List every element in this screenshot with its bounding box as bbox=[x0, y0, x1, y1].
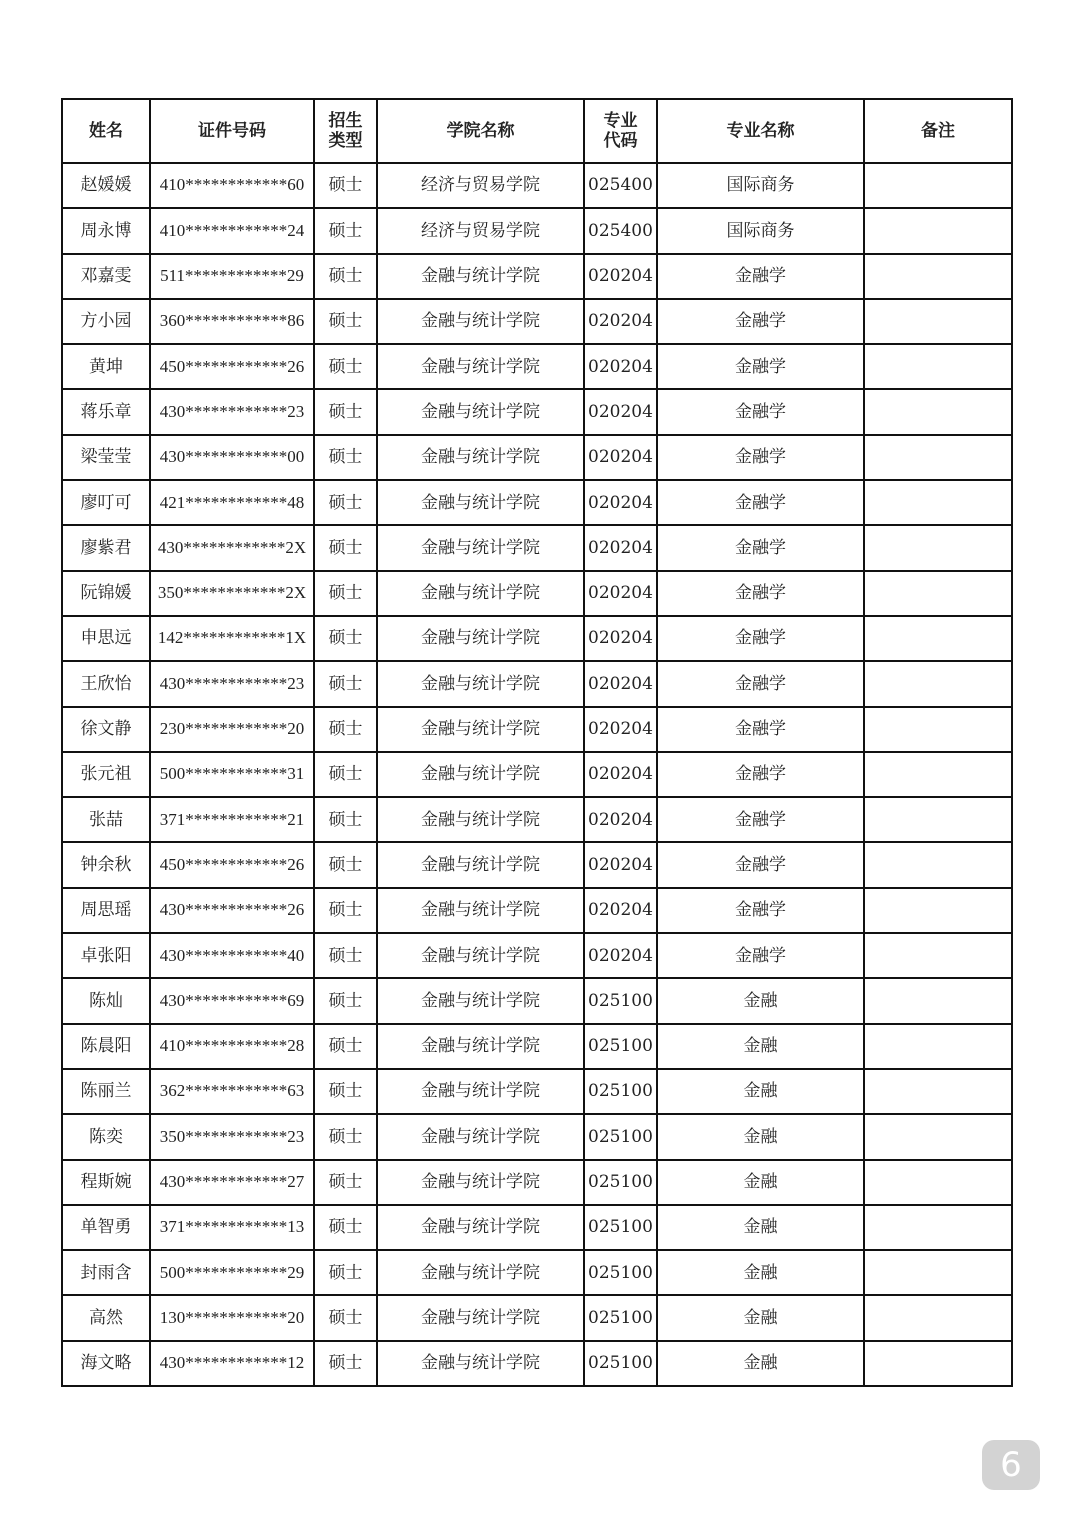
admission-type-cell: 硕士 bbox=[314, 752, 377, 797]
college-name-cell: 金融与统计学院 bbox=[377, 1160, 584, 1205]
major-code-cell: 020204 bbox=[584, 933, 657, 978]
remarks-cell bbox=[864, 1114, 1012, 1159]
name-cell: 阮锦媛 bbox=[62, 571, 150, 616]
admission-type-cell: 硕士 bbox=[314, 1250, 377, 1295]
major-code-cell: 020204 bbox=[584, 661, 657, 706]
major-code-cell: 020204 bbox=[584, 254, 657, 299]
major-code-cell: 020204 bbox=[584, 797, 657, 842]
name-cell: 陈奕 bbox=[62, 1114, 150, 1159]
remarks-cell bbox=[864, 208, 1012, 253]
table-row bbox=[62, 389, 1012, 434]
college-name-cell: 金融与统计学院 bbox=[377, 254, 584, 299]
major-name-cell: 国际商务 bbox=[657, 163, 864, 208]
table-row bbox=[62, 888, 1012, 933]
remarks-cell bbox=[864, 435, 1012, 480]
major-name-cell: 金融学 bbox=[657, 344, 864, 389]
major-code-cell: 020204 bbox=[584, 299, 657, 344]
major-name-cell: 国际商务 bbox=[657, 208, 864, 253]
table-row bbox=[62, 480, 1012, 525]
college-name-cell: 经济与贸易学院 bbox=[377, 163, 584, 208]
id-number-cell: 430************26 bbox=[150, 888, 314, 933]
major-code-cell: 020204 bbox=[584, 480, 657, 525]
admission-type-cell: 硕士 bbox=[314, 842, 377, 887]
major-name-cell: 金融 bbox=[657, 1114, 864, 1159]
remarks-cell bbox=[864, 842, 1012, 887]
major-name-cell: 金融学 bbox=[657, 661, 864, 706]
remarks-cell bbox=[864, 1024, 1012, 1069]
admission-type-cell: 硕士 bbox=[314, 1295, 377, 1340]
admission-type-cell: 硕士 bbox=[314, 254, 377, 299]
id-number-cell: 430************69 bbox=[150, 978, 314, 1023]
table-row bbox=[62, 571, 1012, 616]
table-row bbox=[62, 933, 1012, 978]
remarks-cell bbox=[864, 1341, 1012, 1386]
admission-type-cell: 硕士 bbox=[314, 978, 377, 1023]
admission-type-cell: 硕士 bbox=[314, 571, 377, 616]
table-row bbox=[62, 435, 1012, 480]
college-name-cell: 金融与统计学院 bbox=[377, 933, 584, 978]
admission-type-cell: 硕士 bbox=[314, 1160, 377, 1205]
admission-type-cell: 硕士 bbox=[314, 1341, 377, 1386]
major-name-cell: 金融学 bbox=[657, 435, 864, 480]
major-code-cell: 020204 bbox=[584, 344, 657, 389]
college-name-cell: 金融与统计学院 bbox=[377, 525, 584, 570]
remarks-cell bbox=[864, 1250, 1012, 1295]
major-code-cell: 020204 bbox=[584, 752, 657, 797]
major-name-cell: 金融学 bbox=[657, 389, 864, 434]
college-name-cell: 金融与统计学院 bbox=[377, 1069, 584, 1114]
name-cell: 高然 bbox=[62, 1295, 150, 1340]
table-row bbox=[62, 208, 1012, 253]
major-name-cell: 金融 bbox=[657, 1341, 864, 1386]
name-cell: 卓张阳 bbox=[62, 933, 150, 978]
page-number-badge: 6 bbox=[982, 1440, 1040, 1490]
table-row bbox=[62, 254, 1012, 299]
major-code-cell: 020204 bbox=[584, 707, 657, 752]
college-name-cell: 金融与统计学院 bbox=[377, 752, 584, 797]
remarks-cell bbox=[864, 933, 1012, 978]
major-code-cell: 025100 bbox=[584, 1114, 657, 1159]
major-name-cell: 金融 bbox=[657, 978, 864, 1023]
table-row bbox=[62, 1205, 1012, 1250]
major-code-cell: 025100 bbox=[584, 1069, 657, 1114]
table-row bbox=[62, 661, 1012, 706]
major-code-cell: 020204 bbox=[584, 616, 657, 661]
college-name-cell: 金融与统计学院 bbox=[377, 797, 584, 842]
admission-type-cell: 硕士 bbox=[314, 933, 377, 978]
name-cell: 方小园 bbox=[62, 299, 150, 344]
table-row bbox=[62, 1114, 1012, 1159]
table-row bbox=[62, 707, 1012, 752]
table-row bbox=[62, 1341, 1012, 1386]
remarks-cell bbox=[864, 1160, 1012, 1205]
admission-type-cell: 硕士 bbox=[314, 480, 377, 525]
id-number-cell: 230************20 bbox=[150, 707, 314, 752]
id-number-cell: 360************86 bbox=[150, 299, 314, 344]
admission-type-cell: 硕士 bbox=[314, 1024, 377, 1069]
id-number-cell: 430************27 bbox=[150, 1160, 314, 1205]
remarks-cell bbox=[864, 525, 1012, 570]
college-name-cell: 金融与统计学院 bbox=[377, 888, 584, 933]
major-name-cell: 金融学 bbox=[657, 571, 864, 616]
name-cell: 梁莹莹 bbox=[62, 435, 150, 480]
name-cell: 张元祖 bbox=[62, 752, 150, 797]
name-cell: 周永博 bbox=[62, 208, 150, 253]
major-name-cell: 金融学 bbox=[657, 797, 864, 842]
college-name-cell: 金融与统计学院 bbox=[377, 480, 584, 525]
remarks-cell bbox=[864, 299, 1012, 344]
major-code-cell: 020204 bbox=[584, 571, 657, 616]
id-number-cell: 421************48 bbox=[150, 480, 314, 525]
id-number-cell: 450************26 bbox=[150, 842, 314, 887]
table-row bbox=[62, 978, 1012, 1023]
id-number-cell: 410************60 bbox=[150, 163, 314, 208]
id-number-cell: 500************31 bbox=[150, 752, 314, 797]
college-name-cell: 金融与统计学院 bbox=[377, 978, 584, 1023]
id-number-cell: 410************28 bbox=[150, 1024, 314, 1069]
major-code-cell: 025100 bbox=[584, 1250, 657, 1295]
id-number-cell: 450************26 bbox=[150, 344, 314, 389]
college-name-cell: 经济与贸易学院 bbox=[377, 208, 584, 253]
admission-type-cell: 硕士 bbox=[314, 344, 377, 389]
admission-type-cell: 硕士 bbox=[314, 435, 377, 480]
major-name-cell: 金融学 bbox=[657, 752, 864, 797]
major-name-cell: 金融学 bbox=[657, 888, 864, 933]
table-row bbox=[62, 299, 1012, 344]
table-row bbox=[62, 1024, 1012, 1069]
remarks-cell bbox=[864, 797, 1012, 842]
college-name-cell: 金融与统计学院 bbox=[377, 661, 584, 706]
remarks-cell bbox=[864, 163, 1012, 208]
name-cell: 申思远 bbox=[62, 616, 150, 661]
major-name-cell: 金融学 bbox=[657, 299, 864, 344]
major-name-cell: 金融 bbox=[657, 1205, 864, 1250]
admission-type-cell: 硕士 bbox=[314, 707, 377, 752]
college-name-cell: 金融与统计学院 bbox=[377, 842, 584, 887]
remarks-cell bbox=[864, 344, 1012, 389]
major-code-cell: 020204 bbox=[584, 842, 657, 887]
id-number-cell: 142************1X bbox=[150, 616, 314, 661]
id-number-cell: 430************00 bbox=[150, 435, 314, 480]
name-cell: 封雨含 bbox=[62, 1250, 150, 1295]
college-name-cell: 金融与统计学院 bbox=[377, 1024, 584, 1069]
admission-type-cell: 硕士 bbox=[314, 888, 377, 933]
id-number-cell: 430************12 bbox=[150, 1341, 314, 1386]
id-number-cell: 430************40 bbox=[150, 933, 314, 978]
id-number-cell: 410************24 bbox=[150, 208, 314, 253]
name-cell: 张喆 bbox=[62, 797, 150, 842]
major-code-cell: 020204 bbox=[584, 435, 657, 480]
college-name-cell: 金融与统计学院 bbox=[377, 616, 584, 661]
major-code-cell: 025100 bbox=[584, 1341, 657, 1386]
major-code-cell: 025100 bbox=[584, 1024, 657, 1069]
name-cell: 黄坤 bbox=[62, 344, 150, 389]
remarks-cell bbox=[864, 389, 1012, 434]
admission-type-cell: 硕士 bbox=[314, 1069, 377, 1114]
name-cell: 陈丽兰 bbox=[62, 1069, 150, 1114]
college-name-cell: 金融与统计学院 bbox=[377, 435, 584, 480]
table-row bbox=[62, 752, 1012, 797]
name-cell: 周思瑶 bbox=[62, 888, 150, 933]
remarks-cell bbox=[864, 707, 1012, 752]
id-number-cell: 371************13 bbox=[150, 1205, 314, 1250]
name-cell: 钟余秋 bbox=[62, 842, 150, 887]
major-name-cell: 金融 bbox=[657, 1069, 864, 1114]
name-cell: 邓嘉雯 bbox=[62, 254, 150, 299]
id-number-cell: 130************20 bbox=[150, 1295, 314, 1340]
table-header-row bbox=[62, 99, 1012, 163]
header-major-code: 专业 代码 bbox=[584, 99, 657, 163]
header-admission-type: 招生 类型 bbox=[314, 99, 377, 163]
name-cell: 陈晨阳 bbox=[62, 1024, 150, 1069]
table-row bbox=[62, 797, 1012, 842]
major-name-cell: 金融学 bbox=[657, 842, 864, 887]
name-cell: 赵媛媛 bbox=[62, 163, 150, 208]
id-number-cell: 371************21 bbox=[150, 797, 314, 842]
major-code-cell: 020204 bbox=[584, 525, 657, 570]
remarks-cell bbox=[864, 254, 1012, 299]
remarks-cell bbox=[864, 1295, 1012, 1340]
id-number-cell: 350************2X bbox=[150, 571, 314, 616]
remarks-cell bbox=[864, 888, 1012, 933]
major-name-cell: 金融学 bbox=[657, 933, 864, 978]
admission-type-cell: 硕士 bbox=[314, 389, 377, 434]
major-name-cell: 金融 bbox=[657, 1160, 864, 1205]
name-cell: 程斯婉 bbox=[62, 1160, 150, 1205]
major-name-cell: 金融学 bbox=[657, 616, 864, 661]
table-body bbox=[62, 163, 1012, 1386]
major-code-cell: 025400 bbox=[584, 208, 657, 253]
id-number-cell: 362************63 bbox=[150, 1069, 314, 1114]
major-name-cell: 金融学 bbox=[657, 480, 864, 525]
major-name-cell: 金融 bbox=[657, 1295, 864, 1340]
major-code-cell: 020204 bbox=[584, 888, 657, 933]
name-cell: 陈灿 bbox=[62, 978, 150, 1023]
name-cell: 王欣怡 bbox=[62, 661, 150, 706]
remarks-cell bbox=[864, 480, 1012, 525]
major-name-cell: 金融学 bbox=[657, 707, 864, 752]
admission-type-cell: 硕士 bbox=[314, 616, 377, 661]
major-name-cell: 金融 bbox=[657, 1250, 864, 1295]
table-row bbox=[62, 1295, 1012, 1340]
id-number-cell: 430************2X bbox=[150, 525, 314, 570]
college-name-cell: 金融与统计学院 bbox=[377, 571, 584, 616]
id-number-cell: 430************23 bbox=[150, 661, 314, 706]
header-id-number: 证件号码 bbox=[150, 99, 314, 163]
remarks-cell bbox=[864, 616, 1012, 661]
table-row bbox=[62, 1160, 1012, 1205]
table-row bbox=[62, 1069, 1012, 1114]
header-major-name: 专业名称 bbox=[657, 99, 864, 163]
id-number-cell: 511************29 bbox=[150, 254, 314, 299]
major-name-cell: 金融 bbox=[657, 1024, 864, 1069]
admission-type-cell: 硕士 bbox=[314, 661, 377, 706]
college-name-cell: 金融与统计学院 bbox=[377, 299, 584, 344]
major-code-cell: 025100 bbox=[584, 978, 657, 1023]
table-row bbox=[62, 525, 1012, 570]
remarks-cell bbox=[864, 661, 1012, 706]
remarks-cell bbox=[864, 1205, 1012, 1250]
name-cell: 徐文静 bbox=[62, 707, 150, 752]
admission-type-cell: 硕士 bbox=[314, 797, 377, 842]
id-number-cell: 430************23 bbox=[150, 389, 314, 434]
major-code-cell: 025100 bbox=[584, 1295, 657, 1340]
remarks-cell bbox=[864, 571, 1012, 616]
college-name-cell: 金融与统计学院 bbox=[377, 707, 584, 752]
admission-roster-table bbox=[61, 98, 1013, 1387]
table-row bbox=[62, 1250, 1012, 1295]
table-row bbox=[62, 616, 1012, 661]
admission-type-cell: 硕士 bbox=[314, 1114, 377, 1159]
major-code-cell: 025100 bbox=[584, 1160, 657, 1205]
name-cell: 海文略 bbox=[62, 1341, 150, 1386]
major-code-cell: 025400 bbox=[584, 163, 657, 208]
college-name-cell: 金融与统计学院 bbox=[377, 344, 584, 389]
header-remarks: 备注 bbox=[864, 99, 1012, 163]
remarks-cell bbox=[864, 752, 1012, 797]
major-name-cell: 金融学 bbox=[657, 254, 864, 299]
header-name: 姓名 bbox=[62, 99, 150, 163]
remarks-cell bbox=[864, 978, 1012, 1023]
college-name-cell: 金融与统计学院 bbox=[377, 1205, 584, 1250]
college-name-cell: 金融与统计学院 bbox=[377, 1114, 584, 1159]
id-number-cell: 350************23 bbox=[150, 1114, 314, 1159]
college-name-cell: 金融与统计学院 bbox=[377, 389, 584, 434]
name-cell: 廖紫君 bbox=[62, 525, 150, 570]
admission-type-cell: 硕士 bbox=[314, 525, 377, 570]
admission-type-cell: 硕士 bbox=[314, 299, 377, 344]
major-code-cell: 020204 bbox=[584, 389, 657, 434]
name-cell: 廖叮可 bbox=[62, 480, 150, 525]
name-cell: 单智勇 bbox=[62, 1205, 150, 1250]
major-name-cell: 金融学 bbox=[657, 525, 864, 570]
admission-type-cell: 硕士 bbox=[314, 163, 377, 208]
table-row bbox=[62, 344, 1012, 389]
remarks-cell bbox=[864, 1069, 1012, 1114]
id-number-cell: 500************29 bbox=[150, 1250, 314, 1295]
college-name-cell: 金融与统计学院 bbox=[377, 1341, 584, 1386]
header-college-name: 学院名称 bbox=[377, 99, 584, 163]
name-cell: 蒋乐章 bbox=[62, 389, 150, 434]
college-name-cell: 金融与统计学院 bbox=[377, 1295, 584, 1340]
admission-type-cell: 硕士 bbox=[314, 1205, 377, 1250]
major-code-cell: 025100 bbox=[584, 1205, 657, 1250]
table-row bbox=[62, 842, 1012, 887]
admission-type-cell: 硕士 bbox=[314, 208, 377, 253]
table-row bbox=[62, 163, 1012, 208]
college-name-cell: 金融与统计学院 bbox=[377, 1250, 584, 1295]
